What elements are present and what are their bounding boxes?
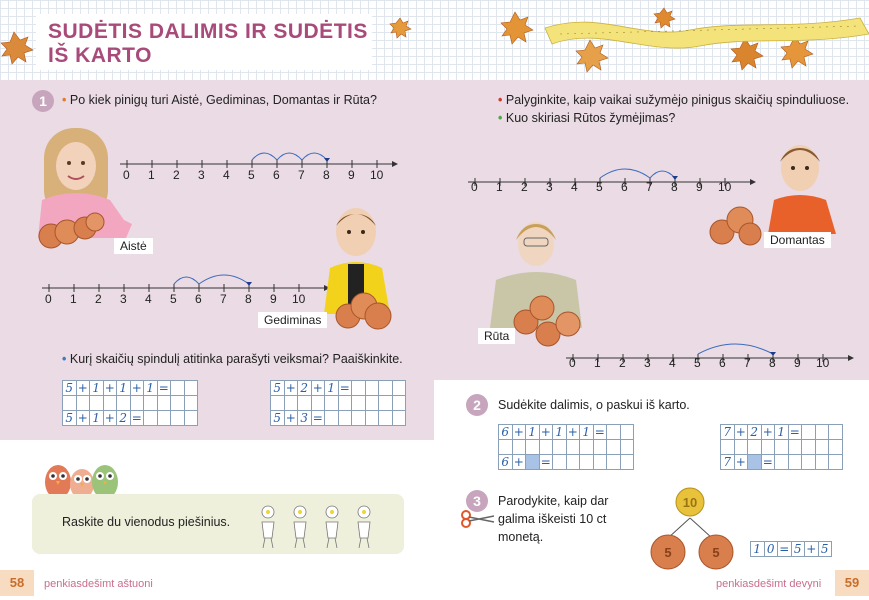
tick-label: 3 — [546, 180, 553, 194]
grid-cell[interactable] — [171, 396, 185, 411]
grid-cell[interactable]: 2 — [298, 381, 312, 396]
grid-cell[interactable] — [539, 440, 553, 455]
grid-cell[interactable]: 1 — [144, 381, 158, 396]
grid-cell[interactable] — [620, 440, 634, 455]
tick-label: 10 — [816, 356, 830, 370]
ray-labels-aiste — [110, 168, 400, 182]
grid-cell[interactable]: + — [312, 380, 323, 395]
ray-labels-gediminas — [32, 292, 332, 306]
grid-cell[interactable] — [103, 396, 117, 411]
grid-cell[interactable]: = — [762, 454, 773, 469]
grid-cell[interactable] — [311, 396, 325, 411]
grid-cell[interactable] — [325, 411, 339, 426]
grid-cell[interactable] — [775, 440, 789, 455]
grid-cell[interactable] — [802, 455, 816, 470]
tick-label: 5 — [170, 292, 177, 306]
leaf-icon — [654, 8, 675, 28]
tick-label: 0 — [45, 292, 52, 306]
grid-cell[interactable] — [553, 455, 567, 470]
grid-cell[interactable]: 5 — [818, 542, 832, 557]
grid-cell[interactable] — [802, 440, 816, 455]
grid-cell[interactable]: 1 — [117, 381, 131, 396]
task3-equation-grid — [750, 541, 832, 557]
grid-cell[interactable] — [63, 396, 77, 411]
grid-cell[interactable] — [338, 396, 352, 411]
tick-label: 2 — [521, 180, 528, 194]
grid-cell[interactable] — [325, 396, 339, 411]
tick-label: 3 — [644, 356, 651, 370]
page-number-left: 58 — [0, 570, 34, 596]
grid-cell[interactable]: 5 — [63, 411, 77, 426]
svg-text:5: 5 — [712, 545, 720, 560]
grid-cell[interactable] — [171, 411, 185, 426]
domantas-label: Domantas — [764, 232, 831, 248]
grid-cell[interactable] — [184, 396, 198, 411]
ray-labels-domantas — [458, 180, 758, 194]
tick-label: 0 — [569, 356, 576, 370]
grid-cell[interactable] — [566, 440, 580, 455]
grid-cell[interactable] — [392, 411, 406, 426]
grid-cell[interactable]: + — [285, 380, 296, 395]
ray-jumps — [174, 275, 249, 284]
grid-cell[interactable] — [721, 440, 735, 455]
grid-cell[interactable] — [775, 455, 789, 470]
coin-5ct-icon — [699, 535, 733, 569]
grid-cell[interactable] — [512, 440, 526, 455]
grid-cell[interactable] — [90, 396, 104, 411]
grid-cell[interactable] — [620, 455, 634, 470]
grid-cell[interactable] — [815, 455, 829, 470]
task3-number-badge: 3 — [466, 490, 488, 512]
tick-label: 3 — [120, 292, 127, 306]
grid-cell[interactable] — [829, 455, 843, 470]
ray-jumps — [698, 344, 773, 354]
grid-cell[interactable] — [815, 440, 829, 455]
tick-label: 7 — [744, 356, 751, 370]
grid-cell[interactable] — [352, 381, 366, 396]
grid-cell[interactable] — [298, 396, 312, 411]
grid-cell[interactable]: 1 — [553, 425, 567, 440]
grid-cell[interactable] — [748, 440, 762, 455]
grid-cell[interactable]: = — [158, 380, 169, 395]
grid-cell[interactable] — [379, 396, 393, 411]
grid-cell[interactable] — [392, 381, 406, 396]
grid-cell[interactable]: = — [339, 380, 350, 395]
grid-cell[interactable] — [607, 440, 621, 455]
tick-label: 2 — [95, 292, 102, 306]
grid-cell[interactable] — [144, 411, 158, 426]
page-title-line2: IŠ KARTO — [48, 44, 152, 67]
tick-label: 8 — [769, 356, 776, 370]
tick-label: 9 — [794, 356, 801, 370]
tick-label: 1 — [594, 356, 601, 370]
grid-cell[interactable]: 1 — [580, 425, 594, 440]
grid-cell[interactable] — [788, 440, 802, 455]
grid-cell[interactable] — [184, 411, 198, 426]
tick-label: 8 — [323, 168, 330, 182]
grid-cell[interactable]: + — [806, 541, 817, 556]
grid-cell[interactable]: 5 — [791, 542, 805, 557]
task1-number-badge: 1 — [32, 90, 54, 112]
grid-cell[interactable] — [144, 396, 158, 411]
grid-cell[interactable] — [76, 396, 90, 411]
grid-cell[interactable] — [157, 396, 171, 411]
ray-labels-ruta — [556, 356, 856, 370]
coin-10ct-icon — [676, 488, 704, 516]
tick-label: 5 — [248, 168, 255, 182]
grid-cell[interactable]: + — [77, 380, 88, 395]
aiste-coins — [35, 210, 105, 250]
page-title-line1: SUDĖTIS DALIMIS IR SUDĖTIS — [48, 20, 368, 43]
gediminas-label: Gediminas — [258, 312, 327, 328]
bullet-icon: • — [62, 352, 67, 366]
grid-cell[interactable]: 3 — [298, 411, 312, 426]
tick-label: 9 — [696, 180, 703, 194]
grid-cell[interactable]: + — [104, 380, 115, 395]
grid-cell[interactable] — [566, 455, 580, 470]
grid-cell[interactable] — [607, 425, 621, 440]
footer-right-text: penkiasdešimt devyni — [716, 578, 822, 590]
grid-cell[interactable] — [553, 440, 567, 455]
measuring-tape-icon — [545, 18, 869, 48]
grid-cell[interactable]: 7 — [721, 425, 735, 440]
grid-cell[interactable] — [338, 411, 352, 426]
grid-cell[interactable] — [802, 425, 816, 440]
leaf-icon — [731, 38, 763, 70]
grid-cell[interactable]: 1 — [90, 381, 104, 396]
header-decorations — [0, 0, 869, 80]
grid-cell[interactable] — [117, 396, 131, 411]
grid-cell[interactable]: 1 — [775, 425, 789, 440]
grid-cell[interactable] — [365, 411, 379, 426]
tick-label: 3 — [198, 168, 205, 182]
grid-cell[interactable]: = — [594, 424, 605, 439]
grid-cell[interactable] — [392, 396, 406, 411]
grid-cell[interactable]: 1 — [751, 542, 765, 557]
task2-number-badge: 2 — [466, 394, 488, 416]
grid-cell[interactable] — [352, 411, 366, 426]
grid-cell[interactable]: 0 — [764, 542, 778, 557]
grid-cell[interactable]: + — [285, 410, 296, 425]
grid-cell[interactable]: + — [540, 424, 551, 439]
puzzle-figures — [254, 500, 384, 552]
scissors-icon — [460, 510, 496, 528]
task1-question — [62, 93, 377, 107]
grid-cell[interactable] — [761, 440, 775, 455]
ray-jumps — [252, 153, 327, 160]
tick-label: 1 — [70, 292, 77, 306]
grid-cell[interactable] — [526, 440, 540, 455]
tick-label: 1 — [148, 168, 155, 182]
tick-label: 6 — [195, 292, 202, 306]
ruta-label: Rūta — [478, 328, 515, 344]
grid-cell[interactable]: 1 — [325, 381, 339, 396]
grid-cell[interactable]: = — [312, 410, 323, 425]
grid-cell[interactable]: + — [513, 424, 524, 439]
task3-line1: Parodykite, kaip dar — [498, 494, 609, 508]
tick-label: 10 — [718, 180, 732, 194]
grid-cell[interactable]: 2 — [117, 411, 131, 426]
grid-cell[interactable]: + — [104, 410, 115, 425]
equation-grid-1 — [62, 380, 198, 426]
tick-label: 8 — [671, 180, 678, 194]
grid-cell[interactable] — [829, 440, 843, 455]
grid-cell[interactable] — [829, 425, 843, 440]
leaf-icon — [390, 18, 411, 38]
grid-cell[interactable] — [365, 381, 379, 396]
grid-cell[interactable]: + — [77, 410, 88, 425]
compare-text — [498, 93, 849, 107]
tick-label: 7 — [646, 180, 653, 194]
grid-cell[interactable] — [607, 455, 621, 470]
grid-cell[interactable]: + — [513, 454, 524, 469]
tick-label: 4 — [223, 168, 230, 182]
grid-cell[interactable] — [184, 381, 198, 396]
tick-label: 4 — [669, 356, 676, 370]
tick-label: 10 — [370, 168, 384, 182]
tick-label: 4 — [571, 180, 578, 194]
aiste-label: Aistė — [114, 238, 153, 254]
grid-cell[interactable]: 1 — [90, 411, 104, 426]
tick-label: 0 — [471, 180, 478, 194]
bullet-icon: • — [62, 93, 67, 107]
task2-grid-1 — [498, 424, 634, 470]
tick-label: 5 — [694, 356, 701, 370]
grid-cell[interactable]: + — [762, 424, 773, 439]
svg-text:5: 5 — [664, 545, 672, 560]
coin-5ct-icon — [651, 535, 685, 569]
task3-line3: monetą. — [498, 530, 544, 544]
leaf-icon — [1, 32, 33, 64]
grid-cell[interactable]: 5 — [271, 381, 285, 396]
grid-cell[interactable]: + — [131, 380, 142, 395]
grid-cell[interactable]: = — [131, 410, 142, 425]
tick-label: 6 — [273, 168, 280, 182]
grid-cell[interactable] — [499, 440, 513, 455]
equation-grid-2 — [270, 380, 406, 426]
grid-cell[interactable] — [271, 396, 285, 411]
difference-text — [498, 111, 675, 125]
puzzle-text: Raskite du vienodus piešinius. — [62, 515, 231, 529]
task1-question-text: Po kiek pinigų turi Aistė, Gediminas, Domantas ir Rūta? — [69, 93, 377, 107]
grid-cell[interactable] — [593, 455, 607, 470]
grid-cell[interactable] — [620, 425, 634, 440]
tick-label: 2 — [173, 168, 180, 182]
grid-cell[interactable] — [365, 396, 379, 411]
page-number-right: 59 — [835, 570, 869, 596]
grid-cell[interactable] — [734, 440, 748, 455]
grid-cell[interactable]: 6 — [499, 455, 513, 470]
grid-cell[interactable]: 2 — [748, 425, 762, 440]
grid-cell[interactable]: 6 — [499, 425, 513, 440]
tick-label: 6 — [719, 356, 726, 370]
difference-text-span: Kuo skiriasi Rūtos žymėjimas? — [505, 111, 676, 125]
task3-line2: galima iškeisti 10 ct — [498, 512, 607, 526]
leaf-icon — [576, 40, 608, 72]
tick-label: 8 — [245, 292, 252, 306]
ray-jumps — [600, 169, 675, 178]
bullet-icon: • — [498, 111, 503, 125]
leaf-icon — [501, 12, 533, 44]
grid-cell[interactable] — [130, 396, 144, 411]
task2-instruction: Sudėkite dalimis, o paskui iš karto. — [498, 398, 690, 412]
bullet-icon: • — [498, 93, 503, 107]
grid-cell[interactable] — [171, 381, 185, 396]
grid-cell[interactable] — [788, 455, 802, 470]
grid-cell[interactable]: + — [735, 454, 746, 469]
tick-label: 10 — [292, 292, 306, 306]
compare-text-span: Palyginkite, kaip vaikai sužymėjo pinigus skaičių spinduliuose. — [505, 93, 850, 107]
grid-cell[interactable]: 5 — [271, 411, 285, 426]
tick-label: 4 — [145, 292, 152, 306]
tick-label: 0 — [123, 168, 130, 182]
gediminas-coins — [330, 290, 400, 335]
tick-label: 9 — [270, 292, 277, 306]
tick-label: 9 — [348, 168, 355, 182]
grid-cell[interactable] — [580, 440, 594, 455]
tick-label: 7 — [220, 292, 227, 306]
domantas-photo — [764, 138, 844, 234]
grid-cell[interactable]: + — [735, 424, 746, 439]
grid-cell[interactable]: 1 — [526, 425, 540, 440]
blank-answer-cell[interactable] — [526, 455, 540, 470]
grid-cell[interactable] — [157, 411, 171, 426]
tick-label: 1 — [496, 180, 503, 194]
coin-exchange-diagram — [646, 484, 742, 574]
grid-cell[interactable] — [580, 455, 594, 470]
tick-label: 5 — [596, 180, 603, 194]
grid-cell[interactable] — [352, 396, 366, 411]
grid-cell[interactable] — [815, 425, 829, 440]
grid-cell[interactable]: 5 — [63, 381, 77, 396]
grid-cell[interactable]: = — [779, 541, 790, 556]
grid-cell[interactable]: + — [567, 424, 578, 439]
grid-cell[interactable] — [379, 381, 393, 396]
grid-cell[interactable] — [284, 396, 298, 411]
blank-answer-cell[interactable] — [748, 455, 762, 470]
grid-cell[interactable]: = — [540, 454, 551, 469]
footer-left-text: penkiasdešimt aštuoni — [44, 578, 153, 590]
task2-grid-2 — [720, 424, 843, 470]
tick-label: 7 — [298, 168, 305, 182]
domantas-coins — [706, 204, 766, 249]
tick-label: 2 — [619, 356, 626, 370]
grid-cell[interactable] — [379, 411, 393, 426]
which-ray-question — [62, 352, 403, 366]
tick-label: 6 — [621, 180, 628, 194]
svg-text:10: 10 — [682, 495, 698, 510]
grid-cell[interactable]: 7 — [721, 455, 735, 470]
grid-cell[interactable]: = — [789, 424, 800, 439]
grid-cell[interactable] — [593, 440, 607, 455]
which-ray-text: Kurį skaičių spindulį atitinka parašyti veiksmai? Paaiškinkite. — [69, 352, 403, 366]
